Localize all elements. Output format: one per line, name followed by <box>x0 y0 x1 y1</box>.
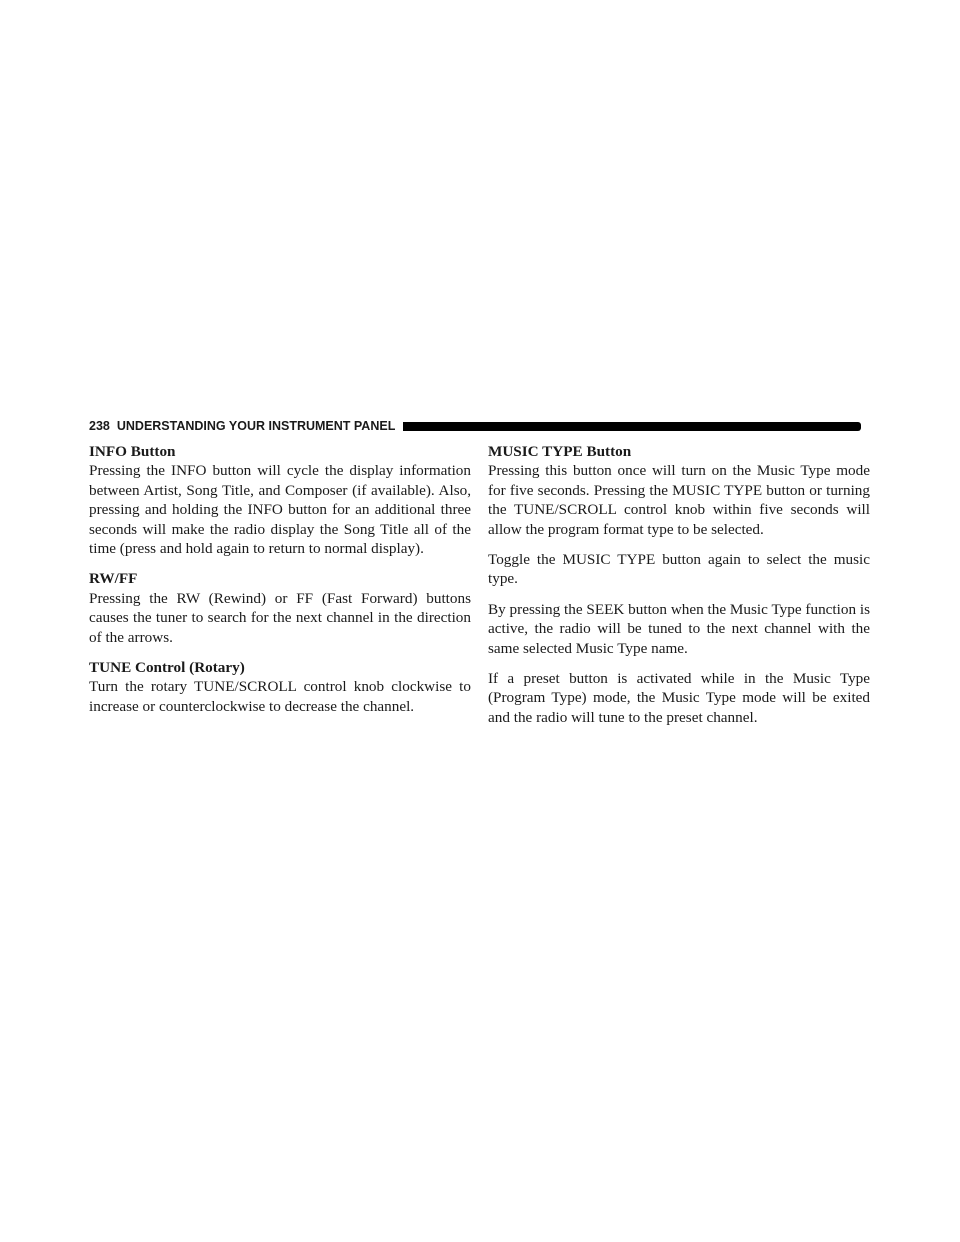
section-title: UNDERSTANDING YOUR INSTRUMENT PANEL <box>116 419 396 433</box>
preset-paragraph: If a preset button is activated while in the Music Type (Program Type) mode, the Music Type mode will be exited and the radio will tune to the preset channel. <box>488 670 870 726</box>
header-rule <box>403 422 861 431</box>
info-button-heading: INFO Button <box>89 443 176 460</box>
page-header <box>89 418 861 434</box>
tune-control-paragraph: Turn the rotary TUNE/SCROLL control knob clockwise to increase or counterclockwise to decrease the channel. <box>89 678 471 715</box>
left-column <box>89 442 471 727</box>
right-column <box>488 442 870 738</box>
page-number: 238 <box>89 419 110 433</box>
rwff-heading: RW/FF <box>89 570 138 588</box>
tune-control-section <box>89 658 471 716</box>
info-button-section <box>89 442 471 558</box>
info-button-paragraph: Pressing the INFO button will cycle the display information between Artist, Song Title, and Composer (if available). Also, pressing and holding the INFO button for an additional three seconds will make the radio display the Song Title all of the time (press and hold again to return to normal display). <box>89 462 471 558</box>
tune-control-heading: TUNE Control (Rotary) <box>89 659 245 677</box>
music-type-paragraph: Pressing this button once will turn on the Music Type mode for five seconds. Pressing the MUSIC TYPE button or turning the TUNE/SCROLL control knob within five seconds will allow the program format type to be selected. <box>488 462 870 538</box>
music-type-heading: MUSIC TYPE Button <box>488 443 632 460</box>
seek-paragraph: By pressing the SEEK button when the Music Type function is active, the radio will be tuned to the next channel with the same selected Music Type name. <box>488 600 870 657</box>
toggle-paragraph: Toggle the MUSIC TYPE button again to select the music type. <box>488 551 870 588</box>
rwff-section <box>89 569 471 647</box>
music-type-section <box>488 442 870 539</box>
rwff-paragraph: Pressing the RW (Rewind) or FF (Fast Forward) buttons causes the tuner to search for the next channel in the direction of the arrows. <box>89 589 471 646</box>
